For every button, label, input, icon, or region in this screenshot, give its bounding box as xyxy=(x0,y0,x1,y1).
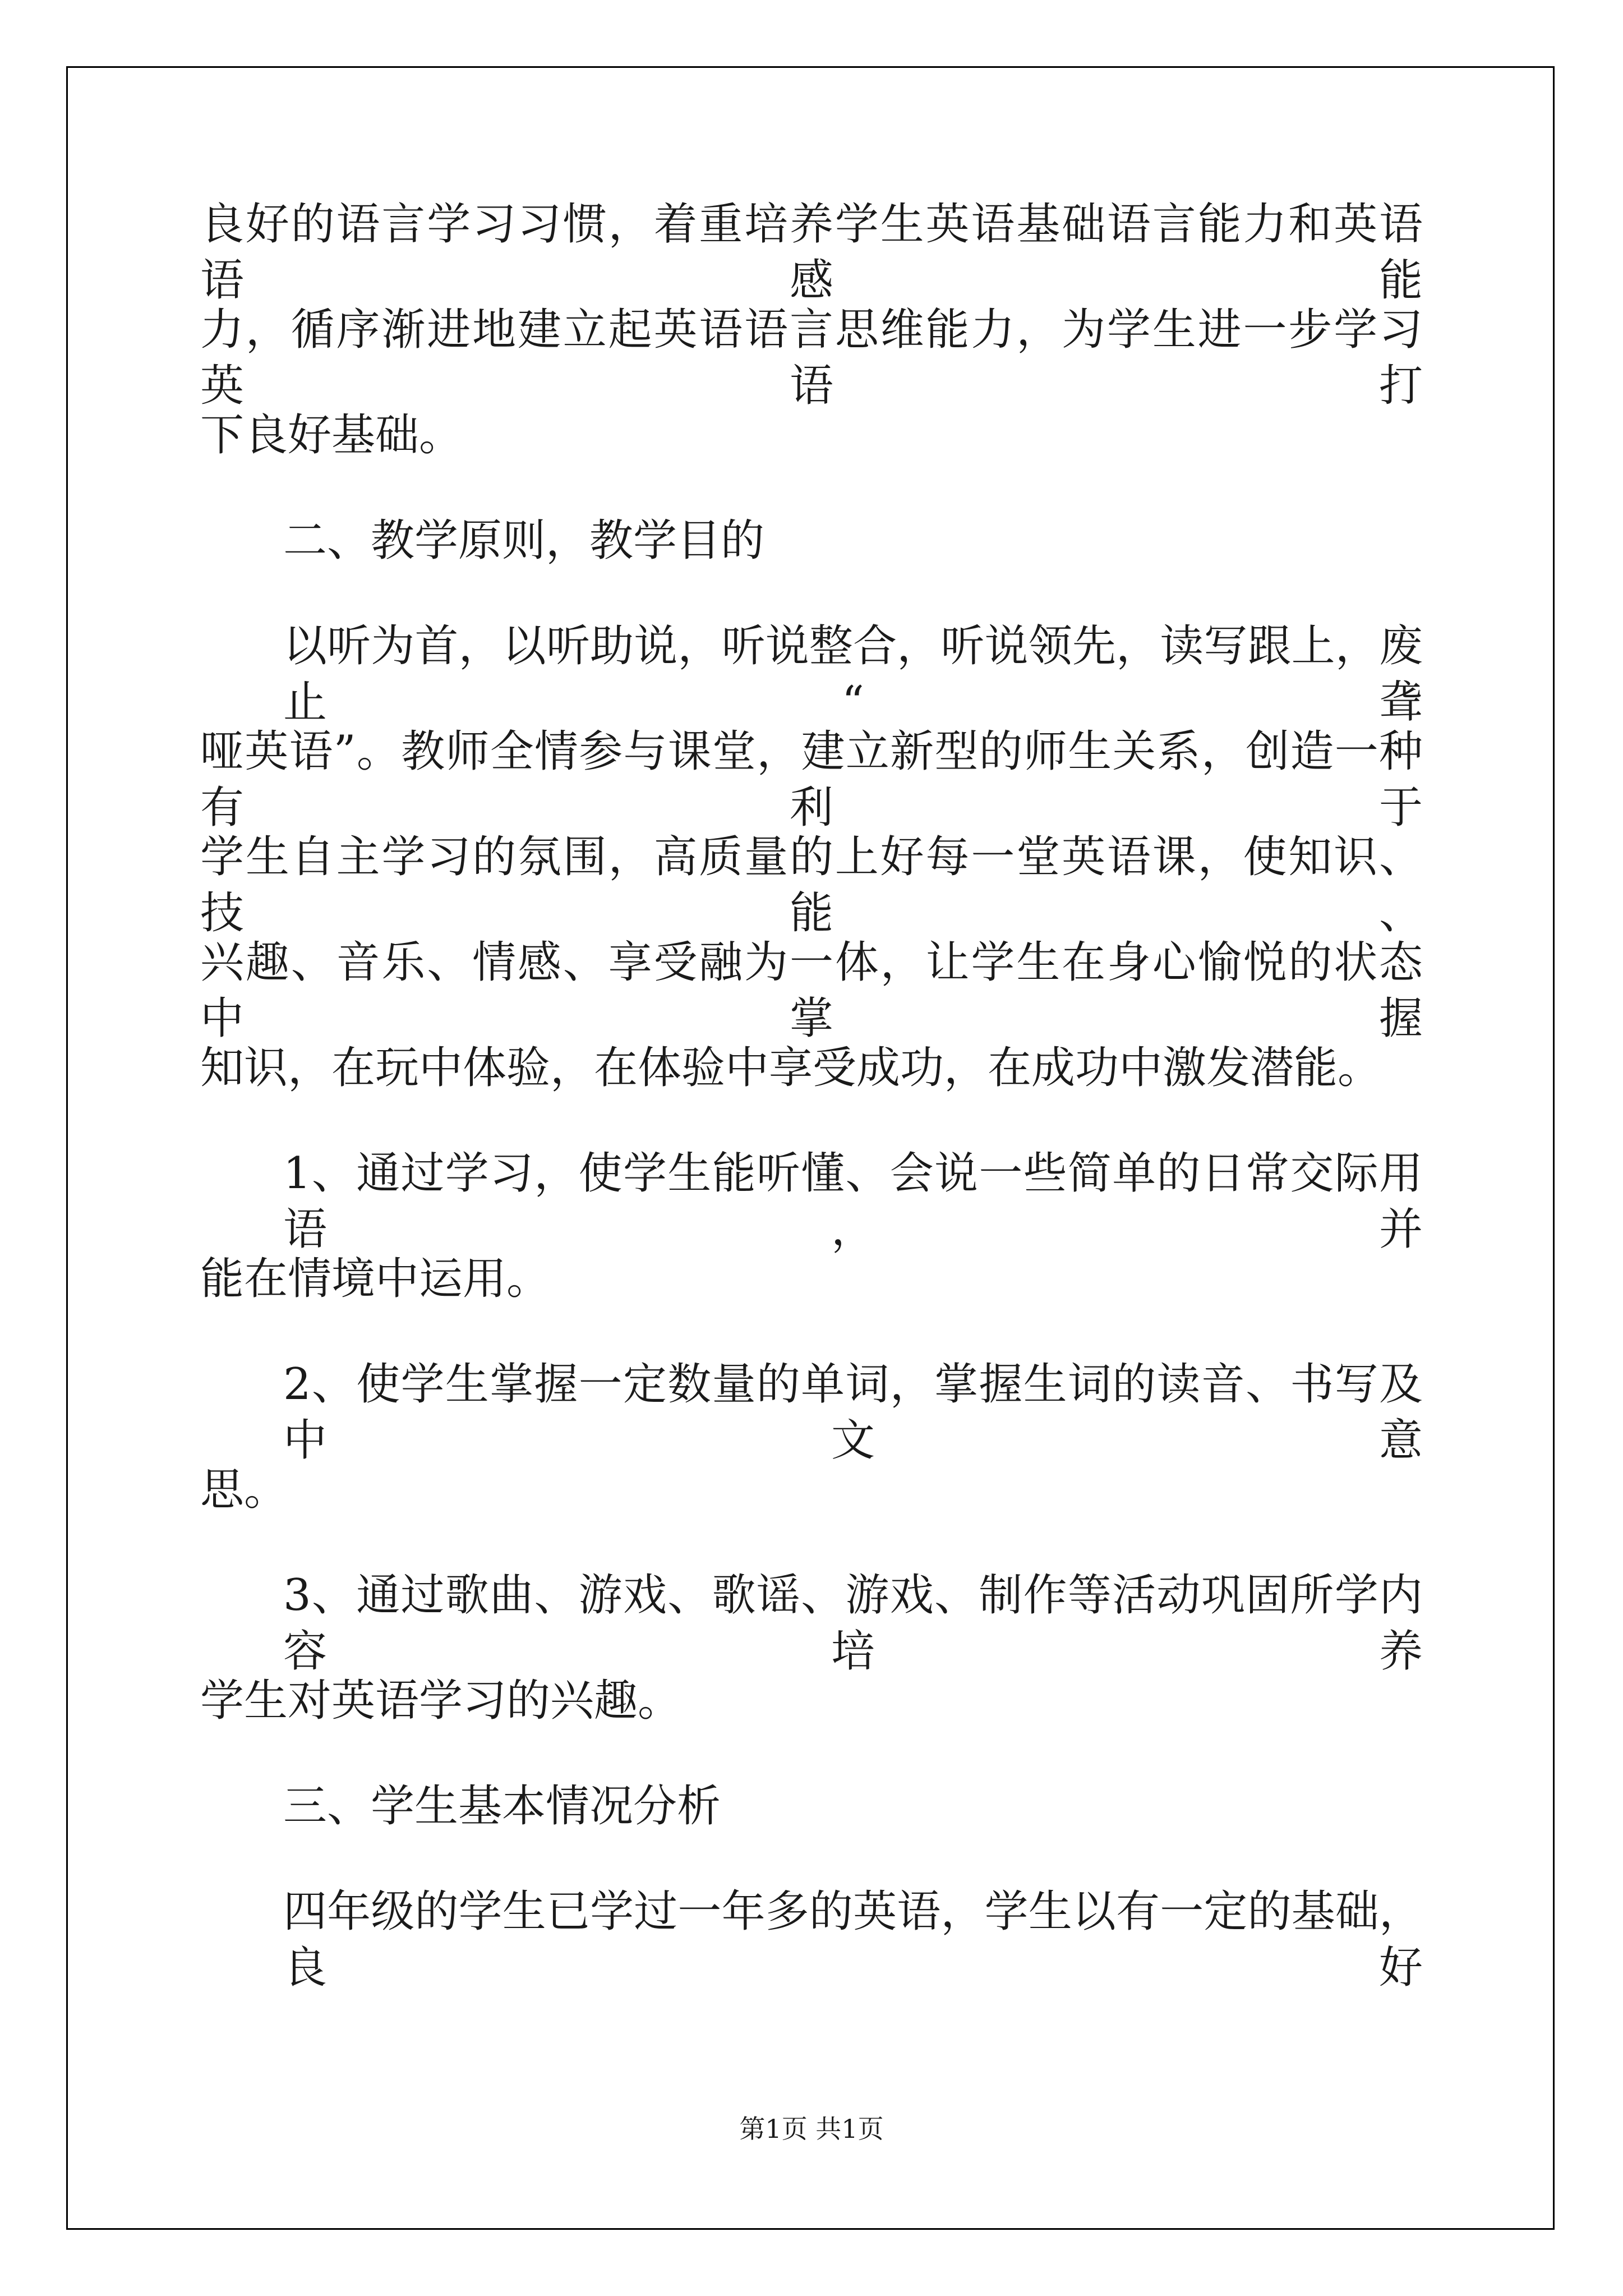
text-line: 良好的语言学习习惯，着重培养学生英语基础语言能力和英语语感能 xyxy=(200,199,1423,306)
list-item: 1、通过学习，使学生能听懂、会说一些简单的日常交际用语，并 xyxy=(283,1148,1423,1255)
text-line: 力，循序渐进地建立起英语语言思维能力，为学生进一步学习英语打 xyxy=(200,305,1423,411)
text-line: 四年级的学生已学过一年多的英语，学生以有一定的基础，良好 xyxy=(283,1887,1423,1993)
list-item: 3、通过歌曲、游戏、歌谣、游戏、制作等活动巩固所学内容培养 xyxy=(283,1570,1423,1677)
text-line: 下良好基础。 xyxy=(200,410,463,461)
text-line: 知识，在玩中体验，在体验中享受成功，在成功中激发潜能。 xyxy=(200,1043,1382,1093)
text-line: 学生对英语学习的兴趣。 xyxy=(200,1676,682,1726)
section-heading: 二、教学原则，教学目的 xyxy=(283,516,765,566)
page-footer: 第1页 共1页 xyxy=(739,2114,884,2144)
text-line: 能在情境中运用。 xyxy=(200,1254,551,1304)
list-item: 2、使学生掌握一定数量的单词，掌握生词的读音、书写及中文意 xyxy=(283,1359,1423,1466)
text-line: 学生自主学习的氛围，高质量的上好每一堂英语课，使知识、技能、 xyxy=(200,832,1423,938)
text-line: 哑英语”。教师全情参与课堂，建立新型的师生关系，创造一种有利于 xyxy=(200,726,1423,833)
text-line: 以听为首，以听助说，听说整合，听说领先，读写跟上，废止“聋 xyxy=(283,621,1423,728)
text-line: 思。 xyxy=(200,1465,288,1515)
section-heading: 三、学生基本情况分析 xyxy=(283,1781,721,1832)
text-line: 兴趣、音乐、情感、享受融为一体，让学生在身心愉悦的状态中掌握 xyxy=(200,937,1423,1044)
